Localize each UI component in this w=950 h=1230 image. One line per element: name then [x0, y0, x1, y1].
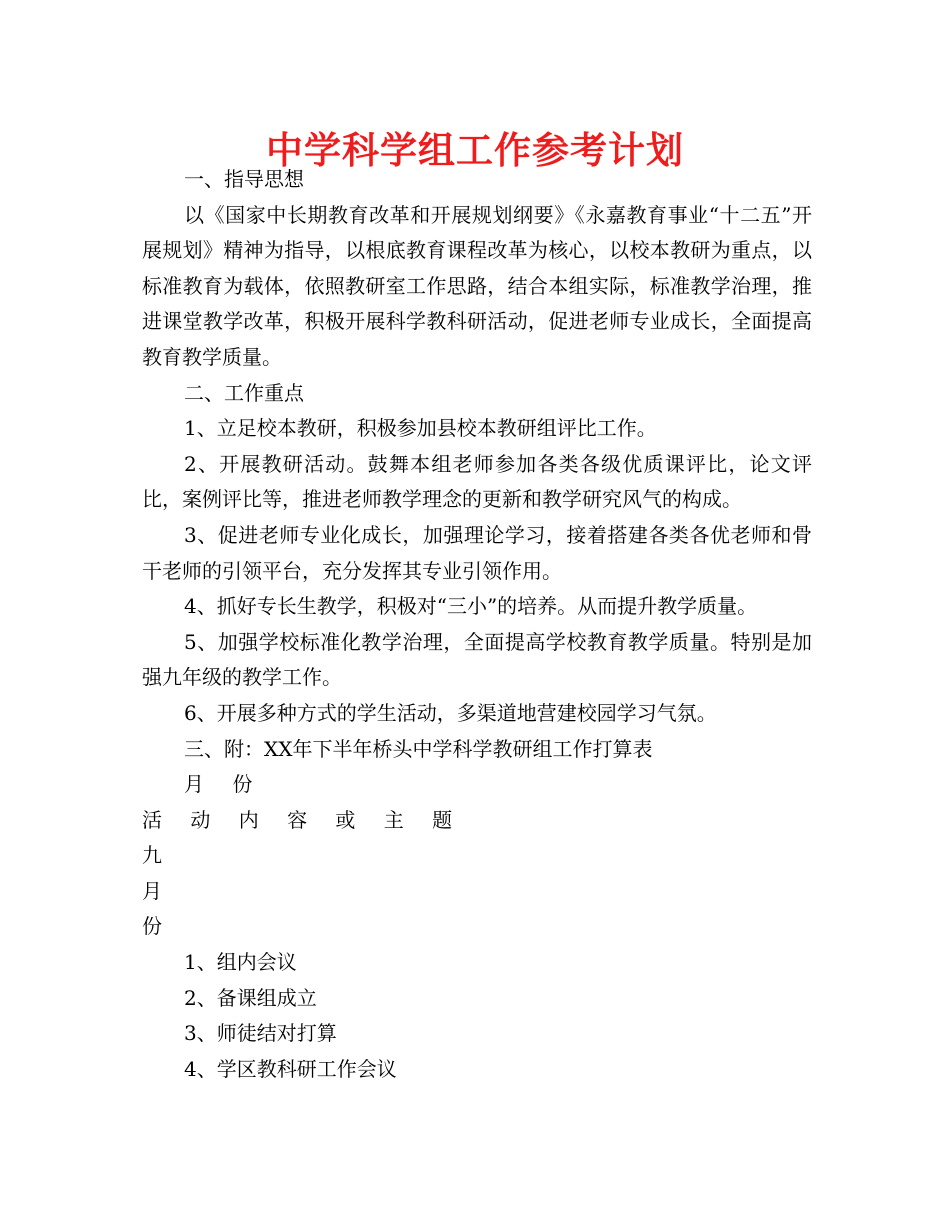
work-item-6: 6、开展多种方式的学生活动，多渠道地营建校园学习气氛。	[184, 700, 717, 725]
task-item: 4、学区教科研工作会议	[184, 1056, 397, 1081]
table-header-content: 活 动 内 容 或 主 题	[142, 807, 464, 832]
work-item-5: 5、加强学校标准化教学治理，全面提高学校教育教学质量。特别是加强九年级的教学工作。	[142, 629, 812, 690]
month-char: 九	[142, 843, 162, 868]
section-heading-guiding-ideology: 一、指导思想	[184, 167, 304, 191]
work-item-2: 2、开展教研活动。鼓舞本组老师参加各类各级优质课评比，论文评比，案例评比等，推进老师教学理念的更新和教学研究风气的构成。	[142, 451, 812, 512]
work-item-1: 1、立足校本教研，积极参加县校本教研组评比工作。	[184, 416, 657, 441]
work-item-3: 3、促进老师专业化成长，加强理论学习，接着搭建各类各优老师和骨干老师的引领平台，充分发挥其专业引领作用。	[142, 522, 812, 583]
document-title: 中学科学组工作参考计划	[266, 129, 684, 172]
section-heading-appendix: 三、附：XX年下半年桥头中学科学教研组工作打算表	[184, 736, 653, 761]
section-heading-work-focus: 二、工作重点	[184, 380, 304, 405]
month-char: 月	[142, 878, 162, 903]
task-item: 2、备课组成立	[184, 985, 317, 1010]
task-item: 1、组内会议	[184, 950, 297, 975]
document-body	[142, 162, 812, 1087]
month-char: 份	[142, 914, 162, 939]
table-header-month: 月 份	[184, 772, 264, 797]
work-item-4: 4、抓好专长生教学，积极对“三小”的培养。从而提升教学质量。	[184, 594, 758, 619]
task-item: 3、师徒结对打算	[184, 1021, 337, 1046]
paragraph-guiding-ideology: 以《国家中长期教育改革和开展规划纲要》《永嘉教育事业“十二五”开展规划》精神为指导，以根底教育课程改革为核心，以校本教研为重点，以标准教育为载体，依照教研室工作思路，结合本组实际，标准教学治理，推进课堂教学改革，积极开展科学教科研活动，促进老师专业成长，全面提高教育教学质量。	[142, 202, 812, 369]
